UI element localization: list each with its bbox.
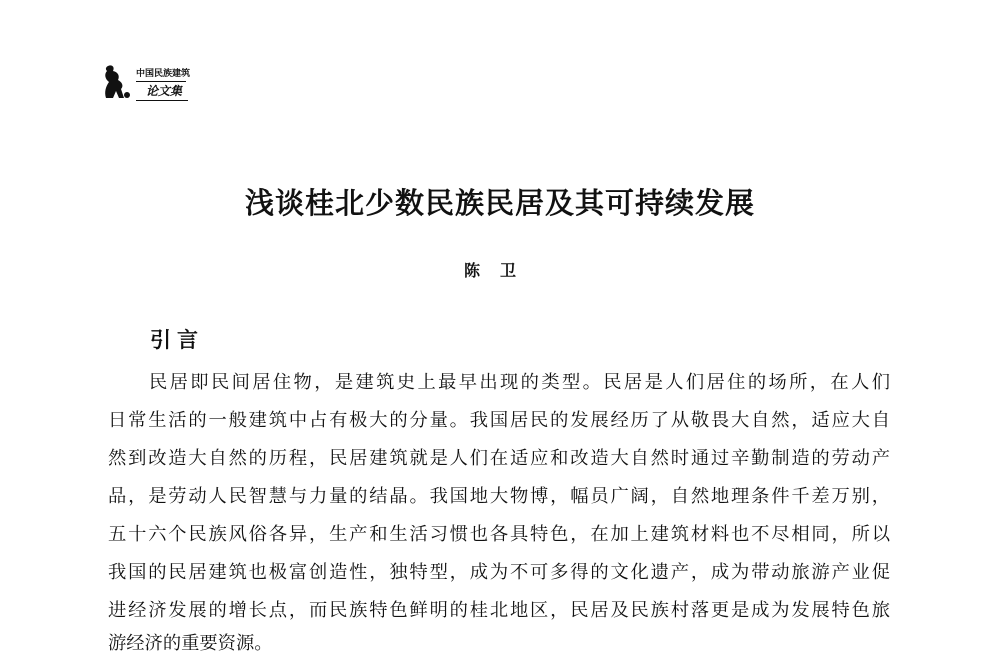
article-author: 陈卫 (463, 261, 536, 280)
paragraph-line: 游经济的重要资源。 (108, 633, 273, 654)
paragraph-line: 民居即民间居住物，是建筑史上最早出现的类型。民居是人们居住的场所，在人们 (149, 372, 890, 393)
series-label: 中国民族建筑 (136, 69, 191, 79)
figure-silhouette-icon (100, 62, 140, 102)
header-logo (100, 60, 192, 106)
book-label: 论文集 (146, 84, 183, 98)
article-title: 浅谈桂北少数民族民居及其可持续发展 (244, 186, 755, 220)
paragraph-line: 进经济发展的增长点，而民族特色鲜明的桂北地区，民居及民族村落更是成为发展特色旅 (108, 600, 890, 621)
paragraph-line: 日常生活的一般建筑中占有极大的分量。我国居民的发展经历了从敬畏大自然，适应大自 (108, 410, 890, 431)
paragraph-line: 然到改造大自然的历程，民居建筑就是人们在适应和改造大自然时通过辛勤制造的劳动产 (108, 448, 890, 469)
section-heading: 引言 (150, 328, 204, 352)
paragraph-line: 我国的民居建筑也极富创造性，独特型，成为不可多得的文化遗产，成为带动旅游产业促 (108, 562, 890, 583)
paragraph-line: 品，是劳动人民智慧与力量的结晶。我国地大物博，幅员广阔，自然地理条件千差万别， (108, 486, 890, 507)
paragraph-line: 五十六个民族风俗各异，生产和生活习惯也各具特色，在加上建筑材料也不尽相同，所以 (108, 524, 890, 545)
logo-underline (136, 100, 188, 101)
